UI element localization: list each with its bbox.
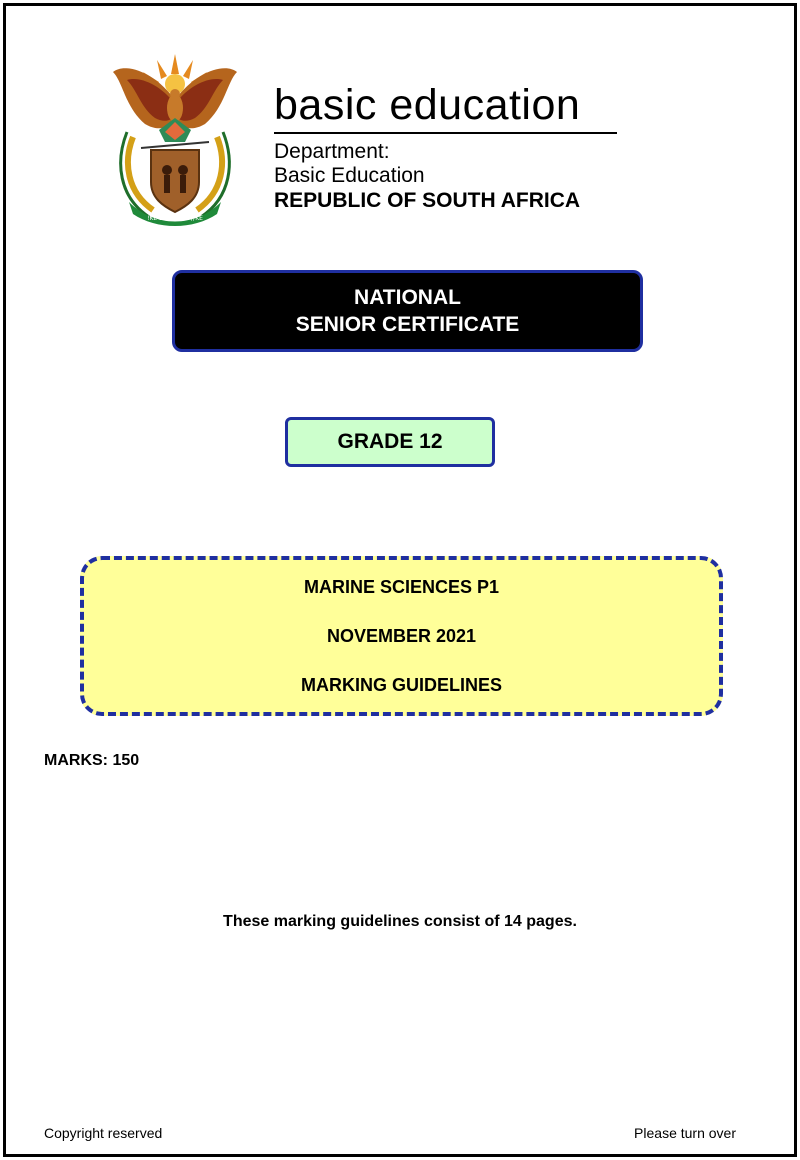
brand-name: basic education [274,81,581,129]
footer-turn-over: Please turn over [634,1125,736,1141]
grade-box [285,417,495,467]
certificate-banner [172,270,643,352]
department-label: Department: [274,140,390,163]
certificate-line2: SENIOR CERTIFICATE [295,313,520,336]
republic-name: REPUBLIC OF SOUTH AFRICA [274,189,581,212]
coat-of-arms-icon [105,52,245,227]
certificate-line1: NATIONAL [354,286,461,309]
crest-motto: !KE E: /XARRA //KE [147,215,203,222]
grade-label: GRADE 12 [337,430,443,453]
exam-session: NOVEMBER 2021 [326,626,477,646]
page-count-note: These marking guidelines consist of 14 pages. [223,913,577,930]
subject-title: MARINE SCIENCES P1 [303,577,500,597]
total-marks: MARKS: 150 [44,752,140,769]
footer-copyright: Copyright reserved [44,1125,163,1141]
department-name: Basic Education [274,164,425,187]
brand-block [274,82,619,214]
document-type: MARKING GUIDELINES [300,675,502,695]
subject-box [80,556,723,716]
brand-rule [274,132,617,134]
